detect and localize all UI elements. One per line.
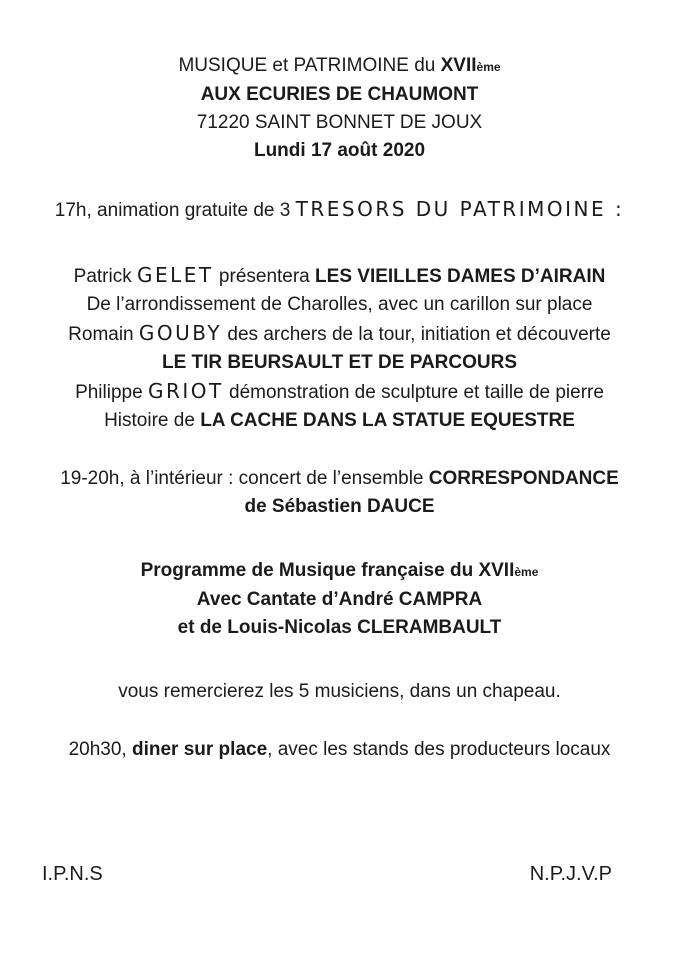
act2-detail: des archers de la tour, initiation et découverte xyxy=(222,324,611,345)
act2-firstname: Romain xyxy=(68,324,139,345)
programme-clerambault: et de Louis-Nicolas CLERAMBAULT xyxy=(177,617,502,638)
animation-intro: 17h, animation gratuite de 3 xyxy=(54,200,296,221)
title-century: XVII xyxy=(440,55,477,76)
concert-director: de Sébastien DAUCE xyxy=(244,496,435,517)
flyer-title xyxy=(0,52,679,81)
animation-line xyxy=(0,195,679,225)
concert-ensemble: CORRESPONDANCE xyxy=(428,468,619,489)
spacer xyxy=(0,706,679,736)
spacer xyxy=(0,435,679,465)
concert-intro: 19-20h, à l’intérieur : concert de l’ensemble xyxy=(60,468,429,489)
footer-left-mark: I.P.N.S xyxy=(42,863,103,885)
dinner-suffix: , avec les stands des producteurs locaux xyxy=(267,739,611,760)
title-prefix: MUSIQUE et PATRIMOINE du xyxy=(178,55,441,76)
animation-highlight: TRESORS DU PATRIMOINE : xyxy=(295,197,625,221)
spacer xyxy=(0,521,679,557)
act3-line xyxy=(0,377,679,407)
footer-right-mark: N.P.J.V.P xyxy=(529,863,612,885)
act1-title: LES VIEILLES DAMES D’AIRAIN xyxy=(315,266,606,287)
act1-detail: De l’arrondissement de Charolles, avec un carillon sur place xyxy=(86,294,593,315)
venue-name: AUX ECURIES DE CHAUMONT xyxy=(200,84,479,105)
spacer xyxy=(0,225,679,261)
dinner-time: 20h30, xyxy=(68,739,132,760)
act2-surname: GOUBY xyxy=(138,321,223,345)
act1-mid: présentera xyxy=(213,266,316,287)
event-date: Lundi 17 août 2020 xyxy=(253,140,426,161)
dinner-bold: diner sur place xyxy=(131,739,268,760)
act1-firstname: Patrick xyxy=(73,266,137,287)
title-century-suffix: ème xyxy=(476,60,501,74)
thanks-line: vous remercierez les 5 musiciens, dans un chapeau. xyxy=(118,681,561,702)
act3-title: LA CACHE DANS LA STATUE EQUESTRE xyxy=(200,410,575,431)
act2-title: LE TIR BEURSAULT ET DE PARCOURS xyxy=(161,352,518,373)
act1-line xyxy=(0,261,679,291)
act3-detail: démonstration de sculpture et taille de pierre xyxy=(223,382,604,403)
programme-title-suffix: ème xyxy=(514,565,539,579)
act3-history-line xyxy=(0,407,679,435)
footer xyxy=(0,860,679,888)
dinner-line xyxy=(0,736,679,764)
programme-campra: Avec Cantate d’André CAMPRA xyxy=(196,589,483,610)
act3-history-prefix: Histoire de xyxy=(104,410,201,431)
act3-surname: GRIOT xyxy=(147,379,224,403)
programme-title xyxy=(0,557,679,586)
act3-firstname: Philippe xyxy=(75,382,148,403)
spacer xyxy=(0,165,679,195)
venue-address: 71220 SAINT BONNET DE JOUX xyxy=(196,112,483,133)
act2-line xyxy=(0,319,679,349)
programme-title-prefix: Programme de Musique française du XVII xyxy=(140,560,515,581)
act1-surname: GELET xyxy=(137,263,214,287)
concert-line xyxy=(0,465,679,493)
spacer xyxy=(0,642,679,678)
